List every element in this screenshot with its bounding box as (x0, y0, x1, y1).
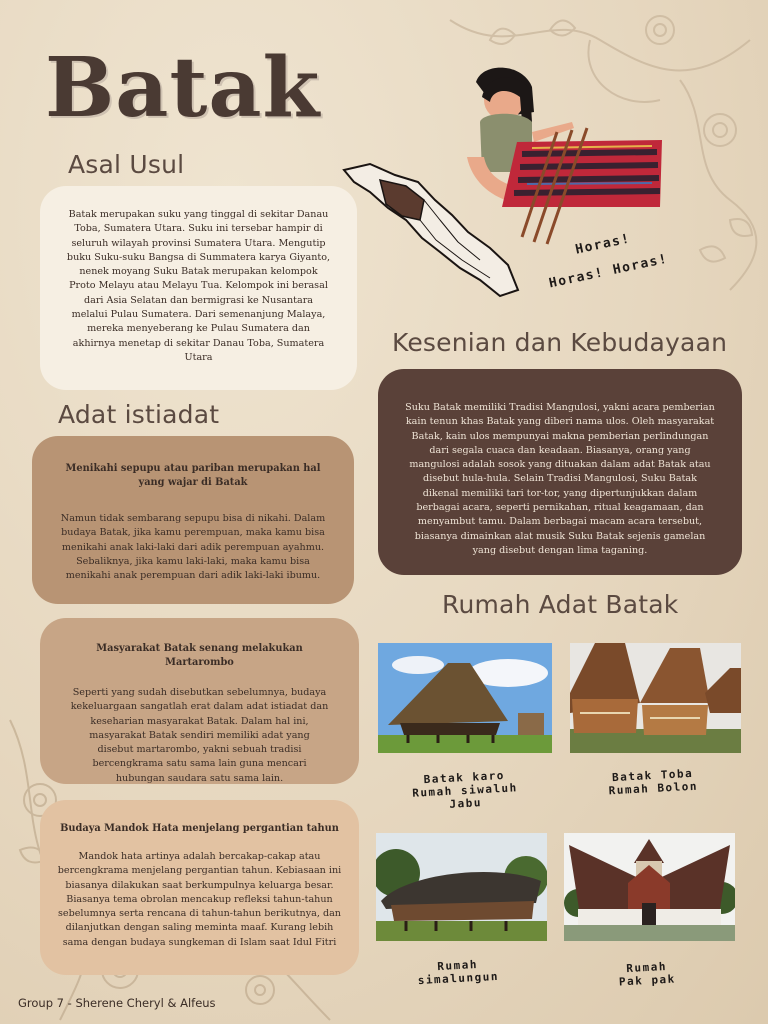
adat-card-2-text: Seperti yang sudah disebutkan sebelumnya, budaya kekeluargaan sangatlah erat dalam adat istiadat dan keseharian masyarakat Batak. Dalam hal ini, masyarakat Batak sendiri memiliki adat yang disebut martarombo, yakni sebuah tradisi bercengkrama satu sama lain guna mencari hubungan saudara satu sama lain. (70, 687, 329, 784)
asal-usul-card (40, 186, 357, 390)
kesenian-text: Suku Batak memiliki Tradisi Mangulosi, yakni acara pemberian kain tenun khas Batak yang diberi nama ulos. Oleh masyarakat Batak, kain ulos mempunyai makna pemberian perlindungan dari segala cuaca dan keadaan. Biasanya, orang yang mangulosi adalah sosok yang dituakan dalam adat Batak atau disebut hula-hula. Selain Tradisi Mangulosi, Suku Batak dikenal memiliki tari tor-tor, yang dipertunjukkan dalam berbagai acara, seperti pernikahan, ritual keagamaan, dan menyambut tamu. Dalam berbagai macam acara tersebut, biasanya dimainkan alat musik Suku Batak sejenis gamelan yang disebut dengan lima taganing. (405, 402, 715, 556)
adat-card-2-lead: Masyarakat Batak senang melakukan Martarombo (96, 643, 303, 668)
caption-karo-line2: Rumah siwaluh (411, 781, 519, 800)
caption-pakpak (591, 958, 702, 990)
caption-simalungun-line2: simalungun (417, 969, 500, 988)
caption-toba-line2: Rumah Bolon (608, 779, 699, 798)
adat-card-2 (40, 618, 359, 784)
adat-heading: Adat istiadat (58, 400, 220, 429)
adat-card-3 (40, 800, 359, 975)
caption-toba (587, 766, 718, 799)
horas-line-1: Horas! (574, 231, 632, 258)
adat-card-3-lead: Budaya Mandok Hata menjelang pergantian tahun (60, 823, 339, 834)
caption-karo-line1: Batak karo (423, 768, 506, 787)
caption-pakpak-line1: Rumah (626, 959, 668, 976)
photo-rumah-karo (378, 643, 552, 753)
page-title: Batak (45, 40, 321, 136)
kesenian-heading: Kesenian dan Kebudayaan (392, 328, 728, 357)
sumatra-map (340, 160, 525, 300)
kesenian-card (378, 369, 742, 575)
caption-karo (394, 767, 536, 813)
photo-rumah-pakpak (564, 833, 735, 941)
caption-pakpak-line2: Pak pak (618, 972, 677, 989)
adat-card-1 (32, 436, 354, 604)
caption-karo-line3: Jabu (449, 796, 483, 811)
photo-rumah-simalungun (376, 833, 547, 941)
rumah-heading: Rumah Adat Batak (442, 590, 679, 619)
asal-usul-heading: Asal Usul (68, 150, 185, 179)
photo-rumah-toba (570, 643, 741, 753)
horas-line-2: Horas! Horas! (547, 251, 670, 292)
caption-simalungun (397, 956, 518, 988)
caption-simalungun-line1: Rumah (437, 957, 479, 974)
footer-credits: Group 7 - Sherene Cheryl & Alfeus (18, 996, 216, 1010)
asal-usul-text: Batak merupakan suku yang tinggal di sekitar Danau Toba, Sumatera Utara. Suku ini tersebar hampir di seluruh wilayah provinsi Sumatera Utara. Mengutip buku Suku-suku Bangsa di Summatera karya Giyanto, nenek moyang Suku Batak merupakan kelompok Proto Melayu atau Melayu Tua. Kelompok ini berasal dari Asia Selatan dan bermigrasi ke Nusantara melalui Pulau Sumatera. Dari semenanjung Malaya, mereka menyeberang ke Pulau Sumatera dan akhirnya menetap di sekitar Danau Toba, Sumatera Utara (66, 209, 331, 363)
adat-card-1-text: Namun tidak sembarang sepupu bisa di nikahi. Dalam budaya Batak, jika kamu perempuan, maka kamu bisa menikahi anak laki-laki dari adik perempuan ayahmu. Sebaliknya, jika kamu laki-laki, maka kamu bisa menikahi anak perempuan dari adik laki-laki ibumu. (60, 513, 326, 582)
adat-card-1-lead: Menikahi sepupu atau pariban merupakan hal yang wajar di Batak (65, 463, 321, 488)
adat-card-3-text: Mandok hata artinya adalah bercakap-cakap atau bercengkrama menjelang pergantian tahun. Kebiasaan ini biasanya dilakukan saat berkumpulnya keluarga besar. Biasanya tema obrolan mencakup refleksi tahun-tahun sebelumnya serta rencana di tahun-tahun berikutnya, dan dilanjutkan dengan saling meminta maaf. Kurang lebih sama dengan budaya sungkeman di Islam saat Idul Fitri (57, 851, 342, 948)
caption-toba-line1: Batak Toba (611, 766, 694, 785)
